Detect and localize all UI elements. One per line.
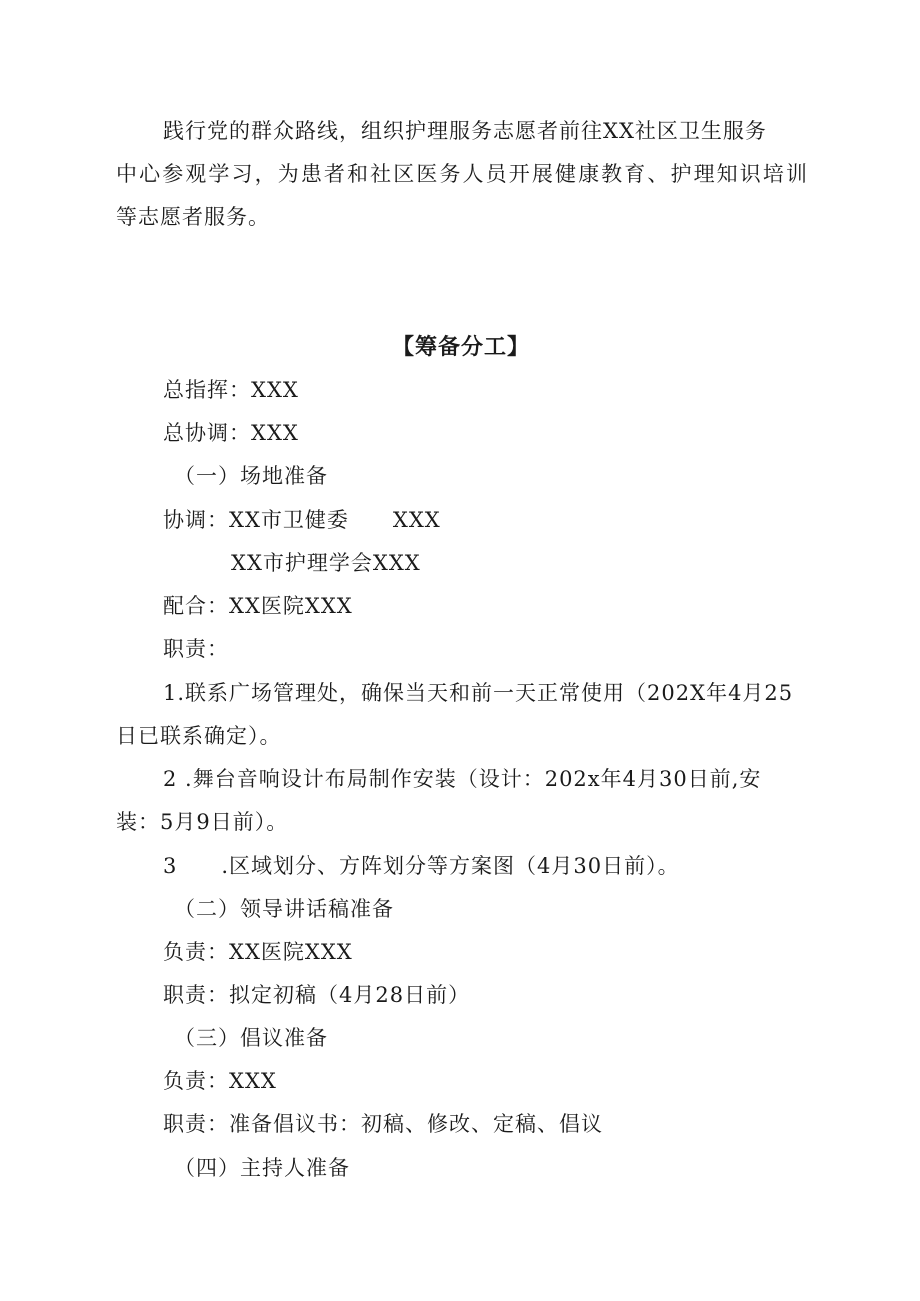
part1-coord-line-1: 协调：XX市卫健委 XXX: [163, 508, 441, 532]
intro-line-2: 中心参观学习，为患者和社区医务人员开展健康教育、护理知识培训: [116, 162, 808, 186]
intro-line-1: 践行党的群众路线，组织护理服务志愿者前往XX社区卫生服务: [163, 119, 767, 143]
part3-responsible-line: 负责：XXX: [163, 1069, 277, 1093]
part2-responsible-line: 负责：XX医院XXX: [163, 940, 353, 964]
part1-cooperate-line: 配合：XX医院XXX: [163, 594, 353, 618]
section-title: 【筹备分工】: [392, 334, 531, 360]
coordinator-line: 总协调：XXX: [163, 421, 299, 445]
part1-heading: （一）场地准备: [174, 464, 328, 488]
part1-item1-line-2: 日已联系确定）。: [116, 724, 282, 748]
part3-duty-line: 职责：准备倡议书：初稿、修改、定稿、倡议: [163, 1112, 603, 1136]
part1-item2-line-1: 2 .舞台音响设计布局制作安装（设计：202x年4月30日前,安: [163, 767, 762, 791]
part2-duty-line: 职责：拟定初稿（4月28日前）: [163, 983, 471, 1007]
part1-coord-line-2: XX市护理学会XXX: [231, 551, 421, 575]
part1-item1-line-1: 1.联系广场管理处，确保当天和前一天正常使用（202X年4月25: [163, 681, 794, 705]
part2-heading: （二）领导讲话稿准备: [174, 897, 394, 921]
part1-item2-line-2: 装：5月9日前）。: [116, 810, 289, 834]
part1-duty-label: 职责：: [163, 637, 229, 661]
part1-item3: 3 .区域划分、方阵划分等方案图（4月30日前）。: [163, 854, 680, 878]
commander-line: 总指挥：XXX: [163, 378, 299, 402]
part3-heading: （三）倡议准备: [174, 1026, 328, 1050]
intro-line-3: 等志愿者服务。: [116, 205, 270, 229]
part4-heading: （四）主持人准备: [174, 1156, 350, 1180]
